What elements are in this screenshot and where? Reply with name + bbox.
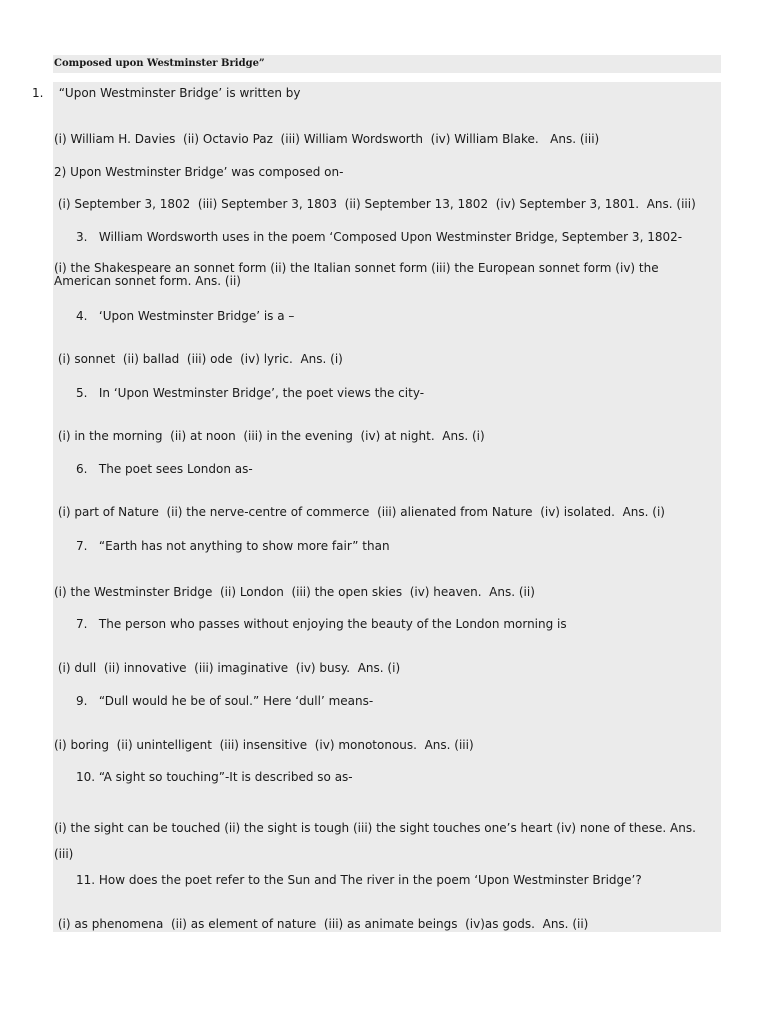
document-title: Composed upon Westminster Bridge” [54,58,265,69]
options-7: (i) the Westminster Bridge (ii) London (iii) the open skies (iv) heaven. Ans. (ii) [54,585,535,599]
options-10: (i) the sight can be touched (ii) the sight is tough (iii) the sight touches one’s heart (iv) none of these. Ans. (iii) [54,821,696,861]
question-8: 7. The person who passes without enjoying the beauty of the London morning is [76,617,567,631]
question-10: 10. “A sight so touching”-It is described so as- [76,770,353,784]
question-11: 11. How does the poet refer to the Sun and The river in the poem ‘Upon Westminster Bridge’? [76,873,642,887]
question-7: 7. “Earth has not anything to show more fair” than [76,539,390,553]
question-6: 6. The poet sees London as- [76,462,253,476]
options-6: (i) part of Nature (ii) the nerve-centre of commerce (iii) alienated from Nature (iv) isolated. Ans. (i) [54,505,665,519]
options-3: (i) the Shakespeare an sonnet form (ii) the Italian sonnet form (iii) the European sonnet form (iv) the American sonnet form. Ans. (ii) [54,261,659,288]
question-3: 3. William Wordsworth uses in the poem ‘Composed Upon Westminster Bridge, September 3, 1802- [76,230,683,244]
options-11: (i) as phenomena (ii) as element of nature (iii) as animate beings (iv)as gods. Ans. (ii) [54,917,589,931]
question-5: 5. In ‘Upon Westminster Bridge’, the poet views the city- [76,386,425,400]
options-9: (i) boring (ii) unintelligent (iii) insensitive (iv) monotonous. Ans. (iii) [54,738,474,752]
question-1: 1. “Upon Westminster Bridge’ is written by [32,86,301,100]
options-8: (i) dull (ii) innovative (iii) imaginative (iv) busy. Ans. (i) [54,661,401,675]
question-2: 2) Upon Westminster Bridge’ was composed on- [54,165,344,179]
options-1: (i) William H. Davies (ii) Octavio Paz (iii) William Wordsworth (iv) William Blake. Ans. (iii) [54,132,600,146]
options-2: (i) September 3, 1802 (iii) September 3, 1803 (ii) September 13, 1802 (iv) September 3, 1801. Ans. (iii) [54,197,696,211]
options-4: (i) sonnet (ii) ballad (iii) ode (iv) lyric. Ans. (i) [54,352,343,366]
options-5: (i) in the morning (ii) at noon (iii) in the evening (iv) at night. Ans. (i) [54,429,485,443]
question-4: 4. ‘Upon Westminster Bridge’ is a – [76,309,295,323]
question-9: 9. “Dull would he be of soul.” Here ‘dull’ means- [76,694,374,708]
